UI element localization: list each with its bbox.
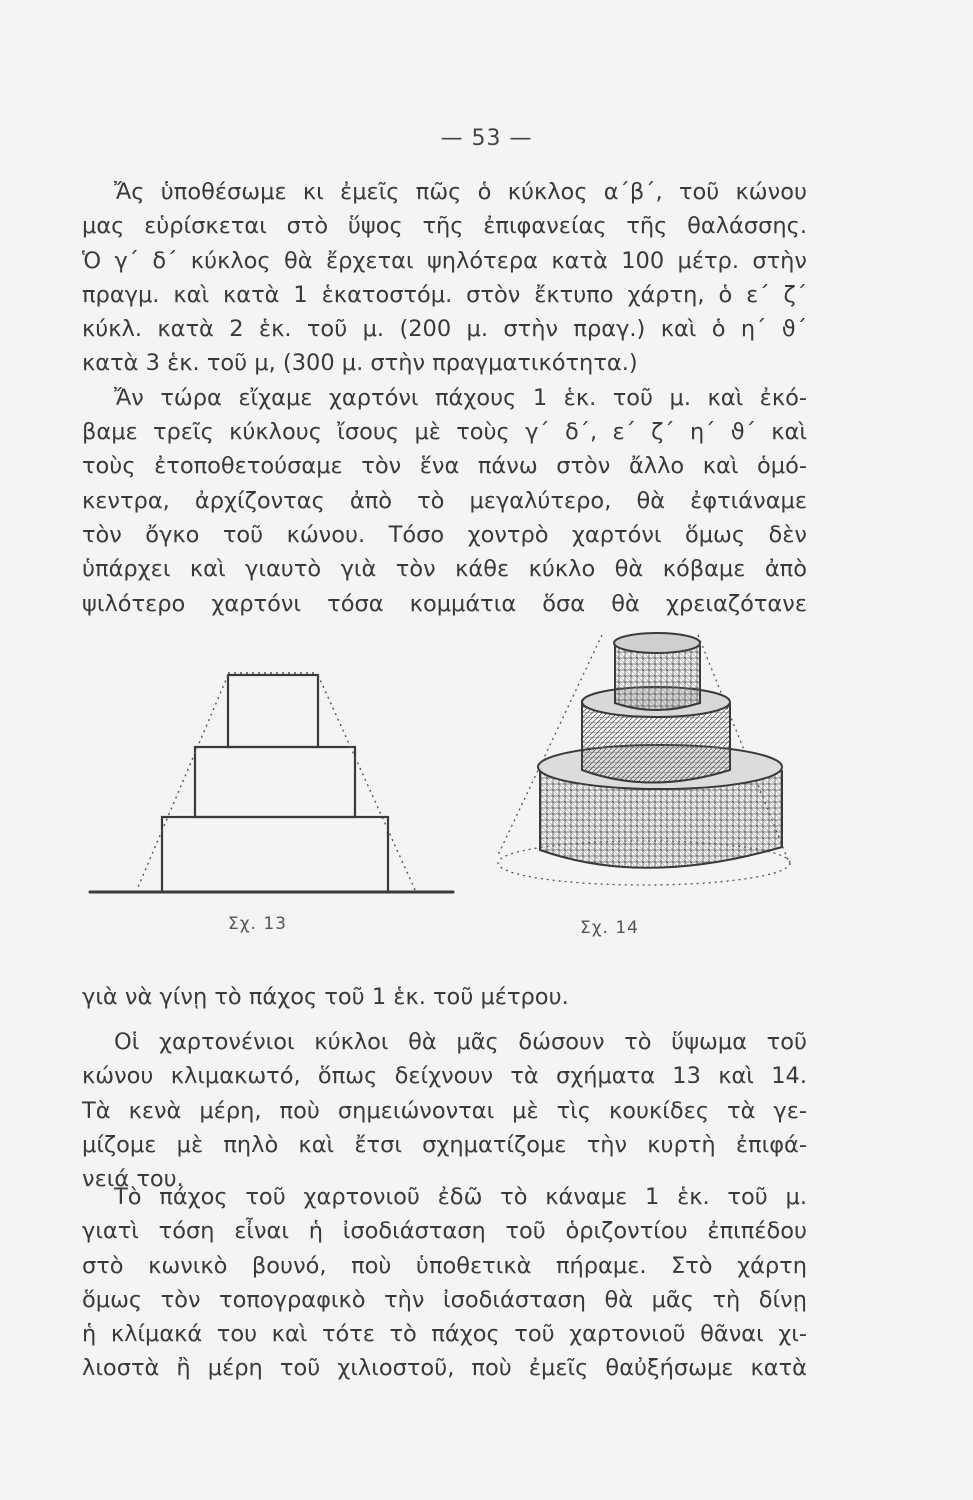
text-line: Τὸ πάχος τοῦ χαρτονιοῦ ἐδῶ τὸ κάναμε 1 ἑκ. τοῦ μ. [114,1184,807,1210]
text-line: Τὰ κενὰ μέρη, ποὺ σημειώνονται μὲ τὶς κουκίδες τὰ γε- [82,1097,807,1124]
text-line: ὅμως τὸν τοπογραφικὸ τὴν ἰσοδιάσταση θὰ μᾶς τὴ δίνῃ [82,1286,807,1313]
text-line: Ἄν τώρα εἴχαμε χαρτόνι πάχους 1 ἑκ. τοῦ μ. καὶ ἐκό- [114,384,807,411]
text-line: κατὰ 3 ἑκ. τοῦ μ, (300 μ. στὴν πραγματικότητα.) [82,350,638,377]
figure-14-stacked-cone [490,625,800,905]
figure-13-caption: Σχ. 13 [228,914,288,934]
text-line: κώνου κλιμακωτό, ὅπως δείχνουν τὰ σχήματα 13 καὶ 14. [82,1063,807,1090]
text-line: νειά του. [82,1166,184,1193]
text-line: λιοστὰ ἢ μέρη τοῦ χιλιοστοῦ, ποὺ ἐμεῖς θαὐξήσωμε κατὰ [82,1355,807,1382]
text-line: τὸν ὄγκο τοῦ κώνου. Τόσο χοντρὸ χαρτόνι ὅμως δὲν [82,521,807,548]
paragraph-5 [82,1180,807,1386]
figure-14-caption: Σχ. 14 [580,918,640,938]
text-line: πραγμ. καὶ κατὰ 1 ἑκατοστόμ. στὸν ἔκτυπο χάρτη, ὁ ε΄ ζ΄ [82,281,807,308]
text-line: Ἄς ὑποθέσωμε κι ἐμεῖς πῶς ὁ κύκλος α΄β΄, τοῦ κώνου [114,179,807,205]
text-line: στὸ κωνικὸ βουνό, ποὺ ὑποθετικὰ πήραμε. Στὸ χάρτη [82,1252,807,1279]
text-line: ἡ κλίμακά του καὶ τότε τὸ πάχος τοῦ χαρτονιοῦ θᾶναι χι- [82,1321,807,1348]
paragraph-3 [82,980,807,1014]
text-line: ψιλότερο χαρτόνι τόσα κομμάτια ὅσα θὰ χρειαζότανε [82,590,807,617]
text-line: βαμε τρεῖς κύκλους ἴσους μὲ τοὺς γ΄ δ΄, ε΄ ζ΄ η΄ ϑ΄ καὶ [82,419,807,446]
text-line: ὑπάρχει καὶ γιαυτὸ γιὰ τὸν κάθε κύκλο θὰ κόβαμε ἀπὸ [82,556,807,583]
text-line: Οἱ χαρτονένιοι κύκλοι θὰ μᾶς δώσουν τὸ ὕψωμα τοῦ [114,1029,807,1055]
paragraph-1 [82,175,807,621]
text-line: Ὁ γ΄ δ΄ κύκλος θὰ ἔρχεται ψηλότερα κατὰ 100 μέτρ. στὴν [82,247,807,274]
text-line: γιὰ νὰ γίνῃ τὸ πάχος τοῦ 1 ἑκ. τοῦ μέτρου. [82,984,569,1010]
text-line: τοὺς ἐτοποθετούσαμε τὸν ἕνα πάνω στὸν ἄλλο καὶ ὁμό- [82,453,807,480]
text-line: κύκλ. κατὰ 2 ἑκ. τοῦ μ. (200 μ. στὴν πραγ.) καὶ ὁ η΄ ϑ΄ [82,316,807,343]
figure-13-stepped-cone [88,665,458,905]
page-number: — 53 — [440,126,533,151]
paragraph-4 [82,1025,807,1196]
text-line: μας εὑρίσκεται στὸ ὕψος τῆς ἐπιφανείας τῆς θαλάσσης. [82,213,807,240]
text-line: μίζομε μὲ πηλὸ καὶ ἔτσι σχηματίζομε τὴν κυρτὴ ἐπιφά- [82,1131,807,1158]
text-line: γιατὶ τόση εἶναι ἡ ἰσοδιάσταση τοῦ ὁριζοντίου ἐπιπέδου [82,1218,807,1245]
text-line: κεντρα, ἀρχίζοντας ἀπὸ τὸ μεγαλύτερο, θὰ ἐφτιάναμε [82,487,807,514]
